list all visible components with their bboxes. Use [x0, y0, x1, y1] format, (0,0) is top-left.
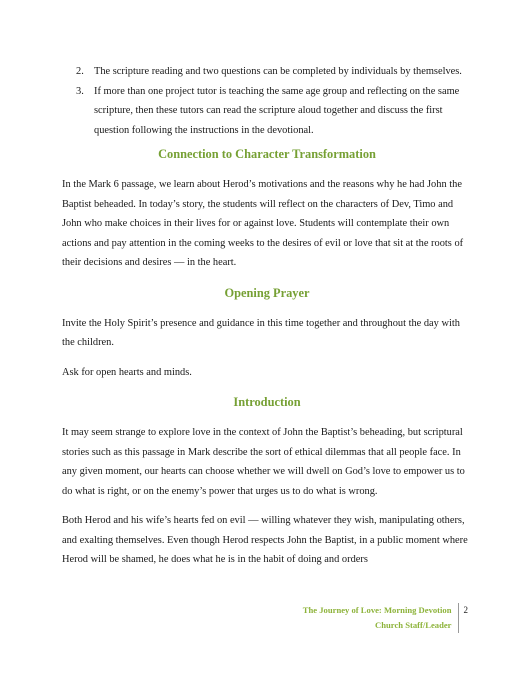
instruction-list [62, 62, 472, 140]
list-item [62, 82, 472, 141]
paragraph: It may seem strange to explore love in the context of John the Baptist’s beheading, but scriptural stories such as this passage in Mark describe the sort of ethical dilemmas that all people face. In any given moment, our hearts can choose whether we will dwell on God’s love to empower us to do what is right, or on the enemy’s power that urges us to do what is wrong. [62, 427, 465, 497]
paragraph: Ask for open hearts and minds. [62, 366, 192, 378]
paragraph: In the Mark 6 passage, we learn about Herod’s motivations and the reasons why he had John the Baptist beheaded. In today’s story, the students will reflect on the characters of Dev, Timo and John who make choices in their lives for or against love. Students will contemplate their own actions and pay attention in the coming weeks to the desires of evil or love that sit at the roots of their decisions and desires — in the heart. [62, 179, 464, 268]
paragraph: Invite the Holy Spirit’s presence and guidance in this time together and throughout the day with the children. [62, 317, 460, 348]
list-item-text: The scripture reading and two questions can be completed by individuals by themselves. [94, 66, 462, 77]
page-footer [303, 603, 468, 633]
heading-connection-to-character-transformation: Connection to Character Transformation [158, 147, 376, 161]
footer-title [303, 603, 458, 633]
paragraph: Both Herod and his wife’s hearts fed on evil — willing whatever they wish, manipulating others, and exalting themselves. Even though Herod respects John the Baptist, in a public moment where Herod will be shamed, he does what he is in the habit of doing and orders [62, 515, 468, 565]
list-item-number: 3. [76, 85, 84, 97]
footer-document-title: The Journey of Love: Morning Devotion [302, 605, 452, 615]
list-item-text: If more than one project tutor is teaching the same age group and reflecting on the same scripture, then these tutors can read the scripture aloud together and discuss the first question following the instructions in the devotional. [94, 85, 460, 136]
footer-audience: Church Staff/Leader [375, 620, 452, 630]
page-number: 2 [463, 605, 468, 615]
list-item-number: 2. [76, 66, 84, 77]
heading-opening-prayer: Opening Prayer [224, 285, 310, 300]
list-item [62, 62, 472, 82]
page-content [62, 62, 472, 580]
heading-introduction: Introduction [233, 395, 301, 409]
